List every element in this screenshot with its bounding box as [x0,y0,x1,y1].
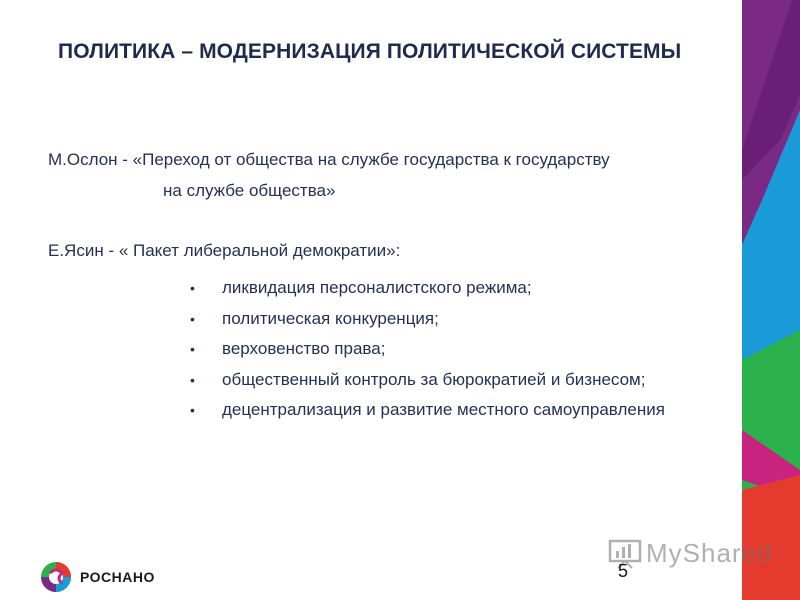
slide-title: ПОЛИТИКА – МОДЕРНИЗАЦИЯ ПОЛИТИЧЕСКОЙ СИСТЕМЫ [58,40,682,63]
decorative-color-stripe [742,0,800,600]
list-item [190,398,665,429]
bullet-icon: • [190,402,195,418]
rosnano-logo-text: РОСНАНО [80,569,155,585]
list-item [190,307,665,338]
list-item [190,337,665,368]
bullet-icon: • [190,341,195,357]
yasin-intro: Е.Ясин - « Пакет либеральной демократии»: [48,241,401,260]
bullet-icon: • [190,371,195,388]
list-item-text: политическая конкуренция; [222,308,439,328]
list-item [190,368,665,399]
list-item-text: ликвидация персоналистского режима; [222,278,532,297]
oslon-quote-line-2: на службе общества» [163,181,336,200]
bullet-icon: • [190,280,195,296]
yasin-bullet-list [190,276,665,429]
watermark [608,538,773,569]
oslon-quote-line-1: М.Ослон - «Переход от общества на службе государства к государству [48,150,610,169]
list-item-text: верховенство права; [222,339,386,358]
rosnano-logo-icon [40,561,72,593]
list-item-text: децентрализация и развитие местного самоуправления [222,400,665,419]
watermark-text: MyShared [646,538,773,568]
page-number: 5 [618,561,629,581]
list-item-text: общественный контроль за бюрократией и бизнесом; [222,369,646,389]
bullet-icon: • [190,310,195,327]
rosnano-logo [40,561,155,593]
list-item [190,276,665,307]
